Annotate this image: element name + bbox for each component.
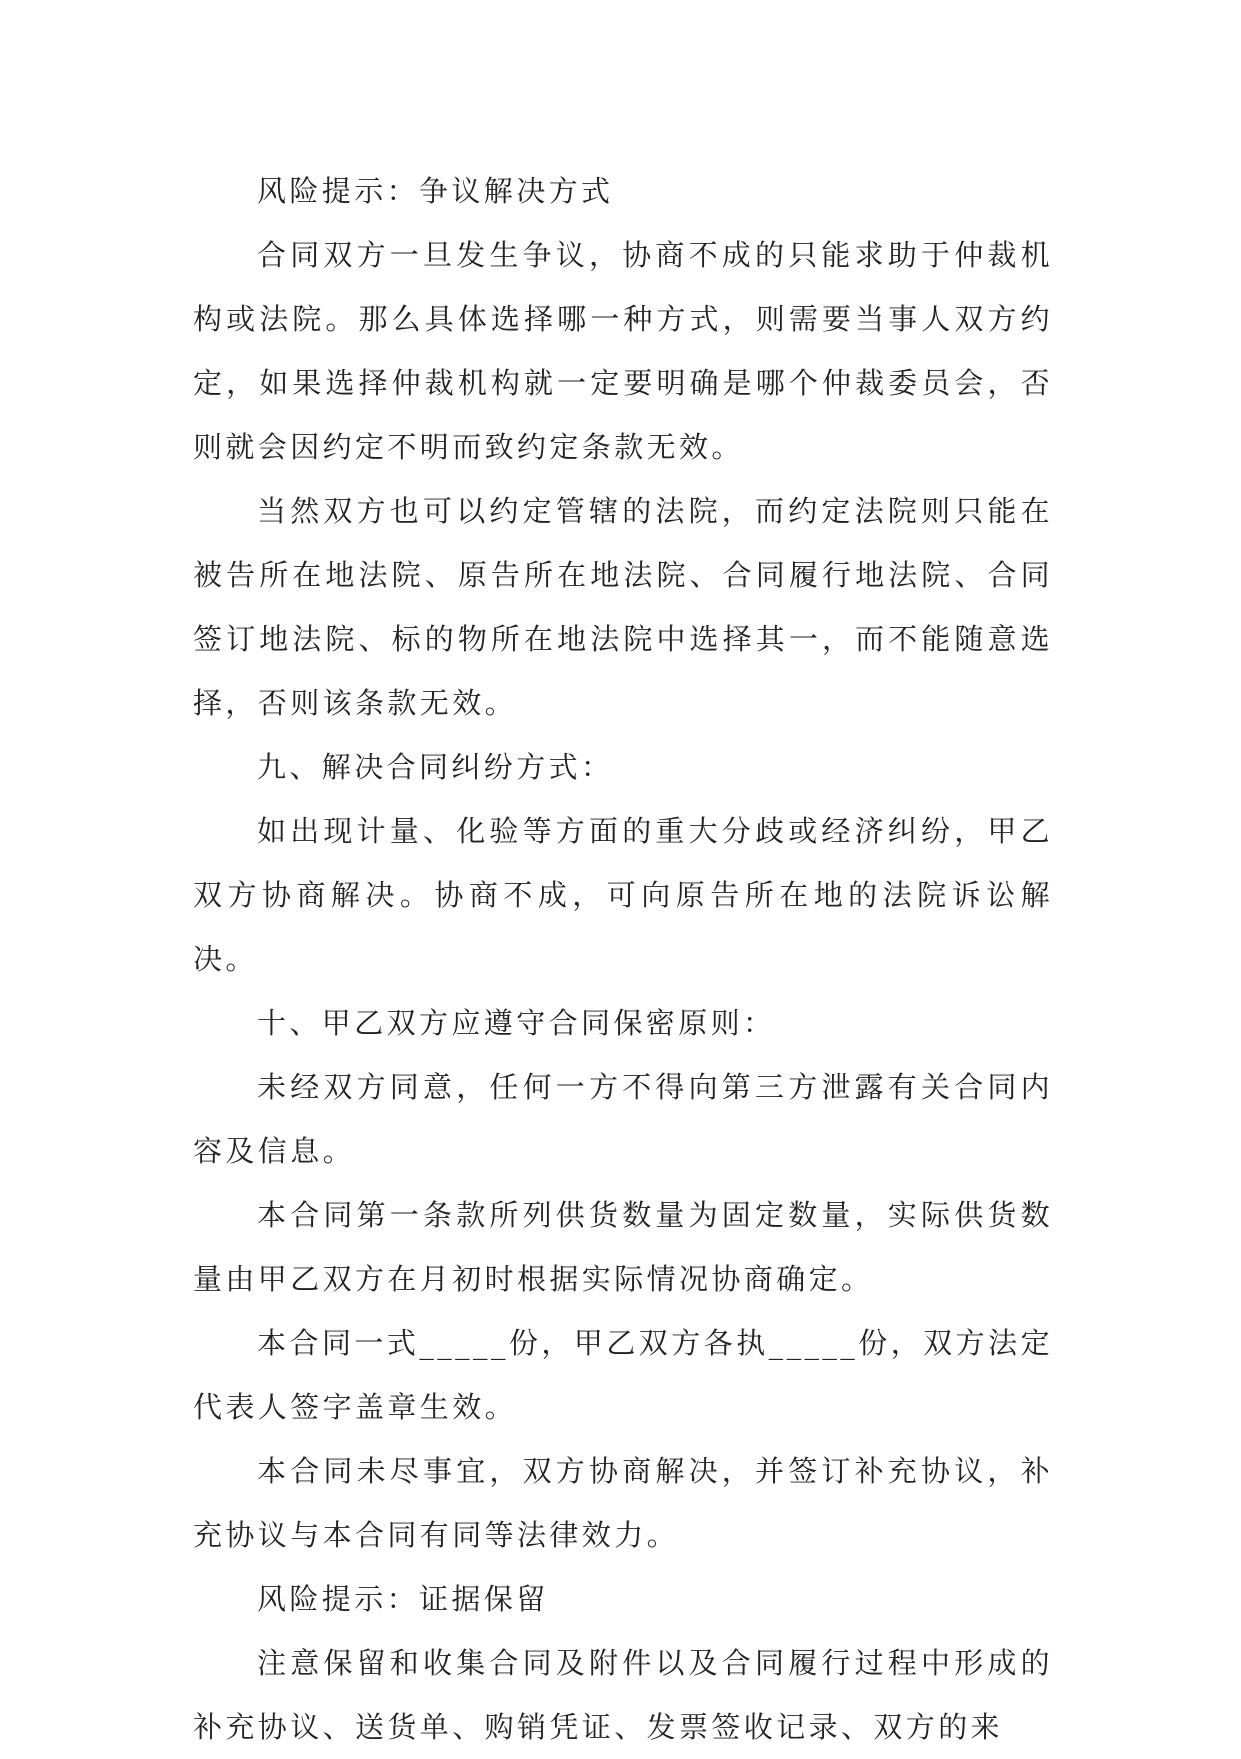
section-heading-9: 九、解决合同纠纷方式： xyxy=(257,750,614,784)
paragraph-supplementary: 本合同未尽事宜，双方协商解决，并签订补充协议，补充协议与本合同有同等法律效力。 xyxy=(193,1454,1053,1552)
risk-heading-dispute: 风险提示：争议解决方式 xyxy=(257,174,614,208)
paragraph-copies: 本合同一式_____份，甲乙双方各执_____份，双方法定代表人签字盖章生效。 xyxy=(193,1326,1053,1424)
paragraph-court-jurisdiction: 当然双方也可以约定管辖的法院，而约定法院则只能在被告所在地法院、原告所在地法院、合同履行地法院、合同签订地法院、标的物所在地法院中选择其一，而不能随意选择，否则该条款无效。 xyxy=(193,494,1053,720)
risk-heading-evidence: 风险提示：证据保留 xyxy=(257,1582,549,1616)
paragraph-evidence: 注意保留和收集合同及附件以及合同履行过程中形成的补充协议、送货单、购销凭证、发票签收记录、双方的来 xyxy=(193,1646,1053,1744)
paragraph-dispute-resolution: 如出现计量、化验等方面的重大分歧或经济纠纷，甲乙双方协商解决。协商不成，可向原告所在地的法院诉讼解决。 xyxy=(193,814,1053,976)
paragraph-confidentiality: 未经双方同意，任何一方不得向第三方泄露有关合同内容及信息。 xyxy=(193,1070,1053,1168)
paragraph-supply-quantity: 本合同第一条款所列供货数量为固定数量，实际供货数量由甲乙双方在月初时根据实际情况协商确定。 xyxy=(193,1198,1053,1296)
paragraph-dispute-options: 合同双方一旦发生争议，协商不成的只能求助于仲裁机构或法院。那么具体选择哪一种方式，则需要当事人双方约定，如果选择仲裁机构就一定要明确是哪个仲裁委员会，否则就会因约定不明而致约定条款无效。 xyxy=(193,238,1053,464)
section-heading-10: 十、甲乙双方应遵守合同保密原则： xyxy=(257,1006,776,1040)
document-page xyxy=(193,159,1053,1759)
